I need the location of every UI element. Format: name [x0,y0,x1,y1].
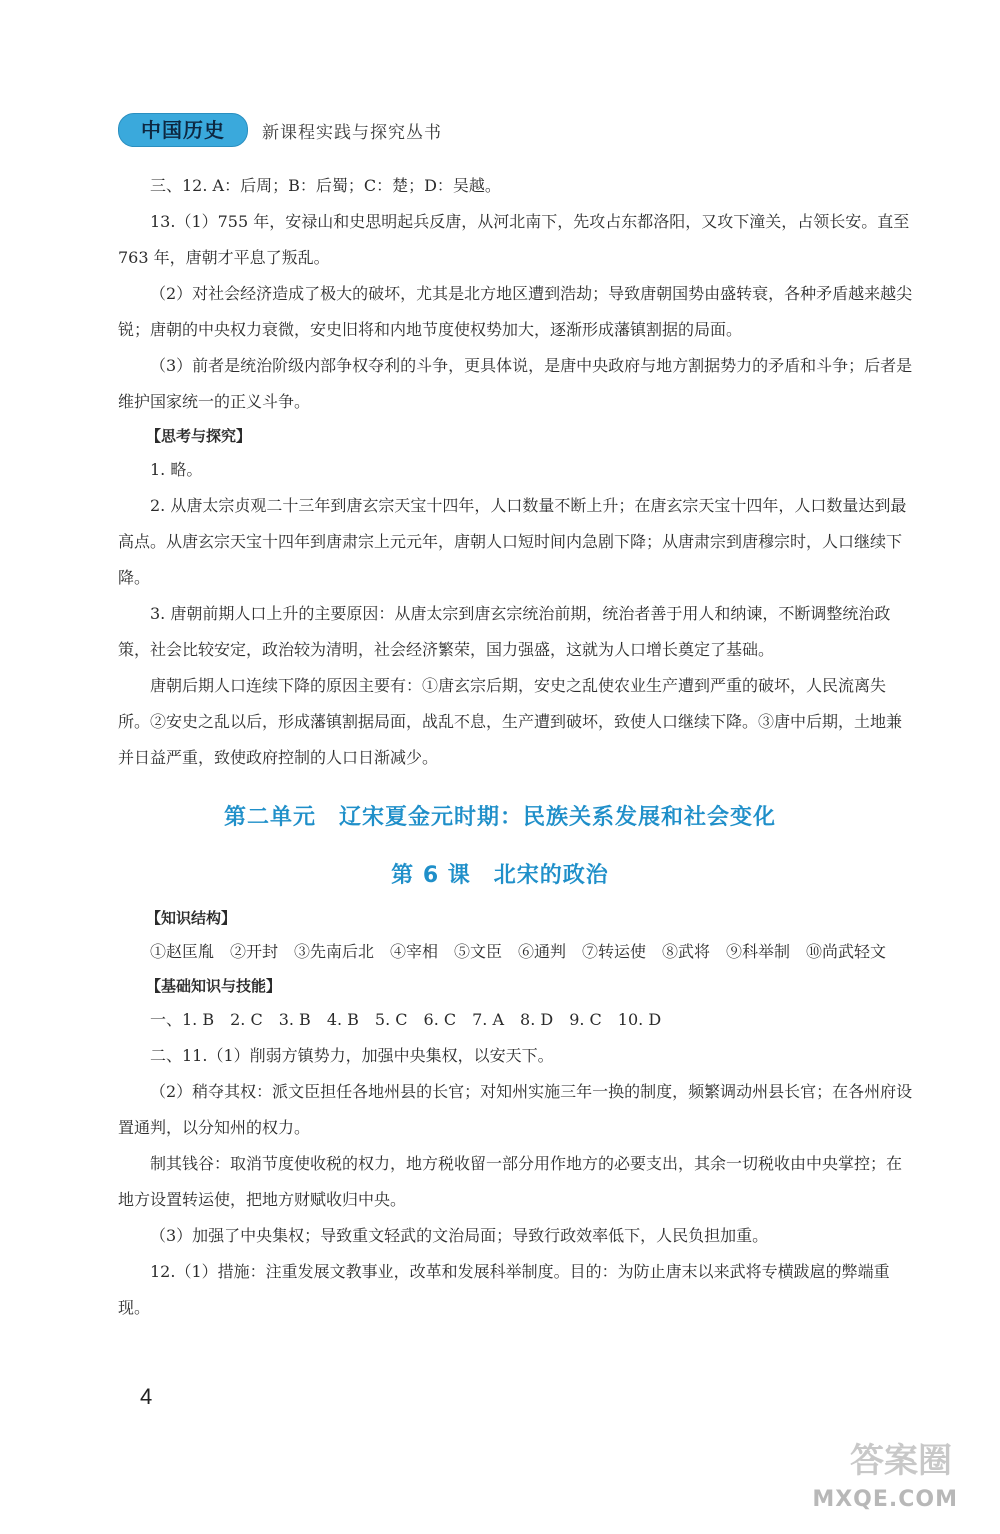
watermark-text-cn: 答案圈 [850,1441,952,1481]
answer-paragraph: 13.（1）755 年，安禄山和史思明起兵反唐，从河北南下，先攻占东都洛阳，又攻下潼关，占领长安。直至 763 年，唐朝才平息了叛乱。 [118,212,910,267]
answer-paragraph: 唐朝后期人口连续下降的原因主要有：①唐玄宗后期，安史之乱使农业生产遭到严重的破坏，人民流离失所。②安史之乱以后，形成藩镇割据局面，战乱不息，生产遭到破坏，致使人口继续下降。③唐中后期，土地兼并日益严重，致使政府控制的人口日渐减少。 [118,676,903,767]
page-header [118,114,442,146]
answer-paragraph: 2. 从唐太宗贞观二十三年到唐玄宗天宝十四年，人口数量不断上升；在唐玄宗天宝十四年，人口数量达到最高点。从唐玄宗天宝十四年到唐肃宗上元元年，唐朝人口短时间内急剧下降；从唐肃宗到唐穆宗时，人口继续下降。 [118,496,907,587]
answer-paragraph: （3）前者是统治阶级内部争权夺利的斗争，更具体说，是唐中央政府与地方割据势力的矛盾和斗争；后者是维护国家统一的正义斗争。 [118,356,913,411]
subject-badge: 中国历史 [118,113,248,147]
answer-paragraph: 1. 略。 [150,460,203,479]
watermark-text-en: MXQE.COM [812,1487,958,1512]
answer-paragraph: （2）稍夺其权：派文臣担任各地州县的长官；对知州实施三年一换的制度，频繁调动州县长官；在各州府设置通判，以分知州的权力。 [118,1082,913,1137]
section-heading: 【知识结构】 [146,909,237,927]
section-heading: 【基础知识与技能】 [146,977,282,995]
watermark-logo [810,1442,980,1522]
knowledge-structure: ①赵匡胤 ②开封 ③先南后北 ④宰相 ⑤文臣 ⑥通判 ⑦转运使 ⑧武将 ⑨科举制 ⑩尚武轻文 [150,942,887,961]
answer-paragraph: 3. 唐朝前期人口上升的主要原因：从唐太宗到唐玄宗统治前期，统治者善于用人和纳谏，不断调整统治政策，社会比较安定，政治较为清明，社会经济繁荣，国力强盛，这就为人口增长奠定了基础。 [118,604,891,659]
answer-paragraph: 一、1. B 2. C 3. B 4. B 5. C 6. C 7. A 8. D 9. C 10. D [150,1010,662,1029]
answer-paragraph: 制其钱谷：取消节度使收税的权力，地方税收留一部分用作地方的必要支出，其余一切税收由中央掌控；在地方设置转运使，把地方财赋收归中央。 [118,1154,903,1209]
page-number: 4 [140,1384,153,1409]
answer-paragraph: 12.（1）措施：注重发展文教事业，改革和发展科举制度。目的：为防止唐末以来武将专横跋扈的弊端重现。 [118,1262,890,1317]
series-title: 新课程实践与探究丛书 [262,122,442,143]
answer-paragraph: （2）对社会经济造成了极大的破坏，尤其是北方地区遭到浩劫；导致唐朝国势由盛转衰，各种矛盾越来越尖锐；唐朝的中央权力衰微，安史旧将和内地节度使权势加大，逐渐形成藩镇割据的局面。 [118,284,913,339]
lesson-title: 第 6 课 北宋的政治 [391,863,609,888]
answer-paragraph: 二、11.（1）削弱方镇势力，加强中央集权，以安天下。 [150,1046,554,1065]
answers-section-1 [118,168,916,776]
answers-section-2 [118,902,916,1326]
answer-paragraph: 三、12. A：后周；B：后蜀；C：楚；D：吴越。 [150,176,501,195]
section-heading: 【思考与探究】 [146,427,252,445]
answer-paragraph: （3）加强了中央集权；导致重文轻武的文治局面；导致行政效率低下，人民负担加重。 [150,1226,769,1245]
unit-title: 第二单元 辽宋夏金元时期：民族关系发展和社会变化 [223,805,776,830]
